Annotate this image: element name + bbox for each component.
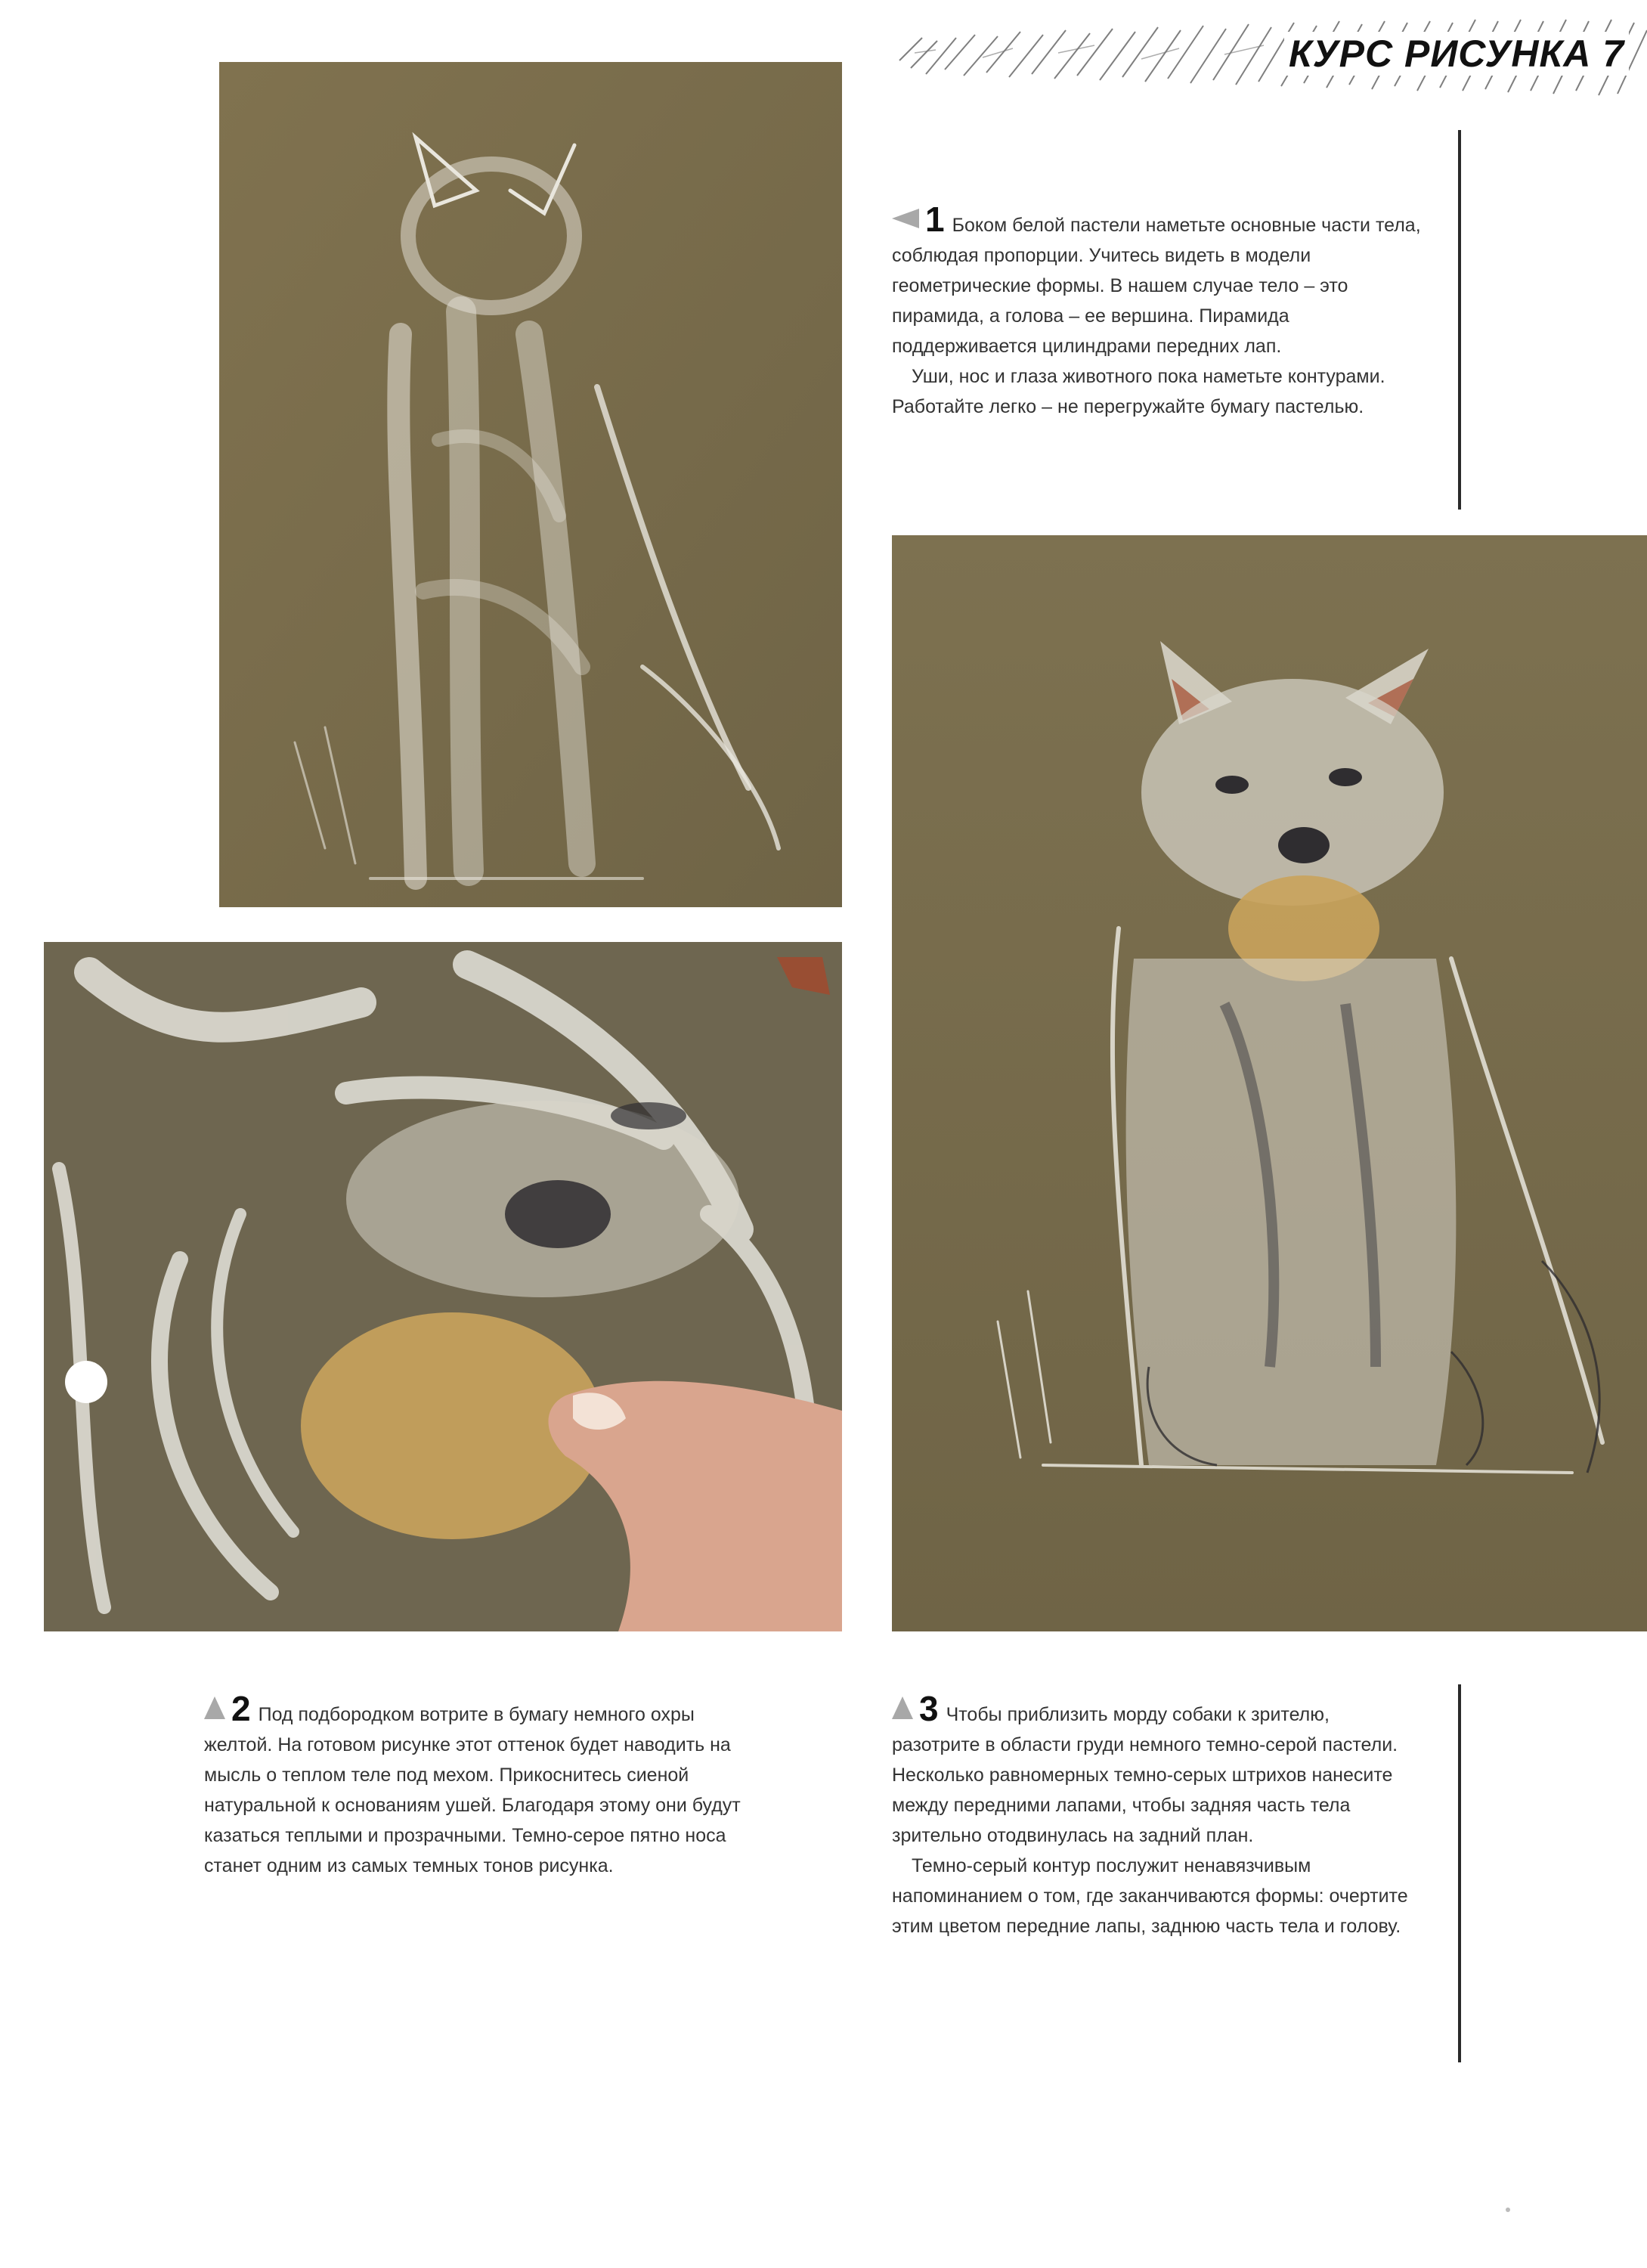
- step-text: Боком белой пастели наметьте основные части тела, соблюдая пропорции. Учитесь видеть в модели геометрические формы. В нашем случае тело – это пирамида, а голова – ее вершина. Пирамида поддерживается цилиндрами передних лап.: [892, 215, 1421, 357]
- step-text: Темно-серый контур послужит ненавязчивым напоминанием о том, где заканчиваются формы: очертите этим цветом передние лапы, заднюю часть тела и голову.: [892, 1855, 1408, 1937]
- column-rule-top: [1458, 130, 1461, 510]
- step-text: Чтобы приблизить морду собаки к зрителю, разотрите в области груди немного темно-серой пастели. Несколько равномерных темно-серых штрихов нанесите между передними лапами, чтобы задняя часть тела зрительно отодвинулась на задний план.: [892, 1704, 1398, 1846]
- step-1-sketch-image: [219, 62, 842, 907]
- step-number: 1: [925, 200, 945, 239]
- arrow-up-icon: [892, 1696, 913, 1719]
- scan-speck: [1506, 2208, 1510, 2212]
- step-2-caption: [204, 1689, 763, 1881]
- step-1-caption: [892, 200, 1421, 422]
- page-header-title: КУРС РИСУНКА 7: [1284, 32, 1629, 76]
- column-rule-bottom: [1458, 1684, 1461, 2062]
- arrow-left-icon: [892, 209, 919, 228]
- step-number: 3: [919, 1689, 939, 1728]
- step-number: 2: [231, 1689, 251, 1728]
- step-3-dog-image: [892, 535, 1647, 1631]
- step-3-caption: [892, 1689, 1421, 1941]
- arrow-up-icon: [204, 1696, 225, 1719]
- step-text: Уши, нос и глаза животного пока наметьте контурами. Работайте легко – не перегружайте бумагу пастелью.: [892, 366, 1385, 417]
- step-2-closeup-image: [44, 942, 842, 1631]
- step-text: Под подбородком вотрите в бумагу немного охры желтой. На готовом рисунке этот оттенок будет наводить на мысль о теплом теле под мехом. Прикоснитесь сиеной натуральной к основаниям ушей. Благодаря этому они будут казаться теплыми и прозрачными. Темно-серое пятно носа станет одним из самых темных тонов рисунка.: [204, 1704, 741, 1876]
